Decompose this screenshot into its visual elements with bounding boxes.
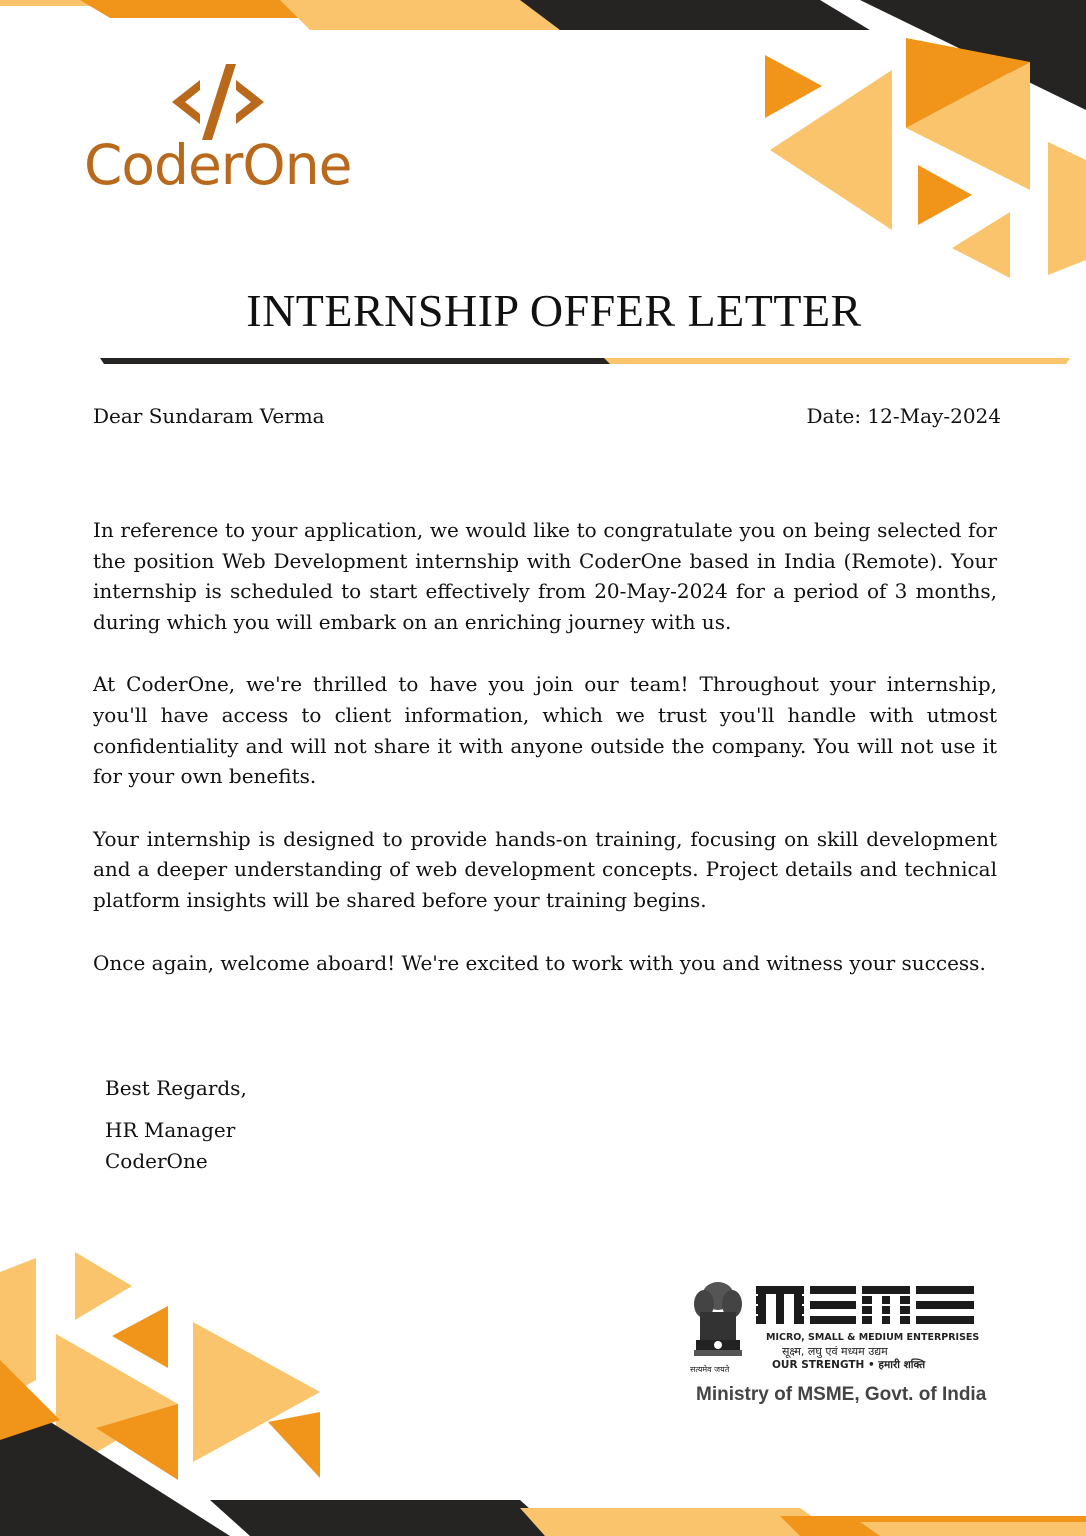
ministry-caption: Ministry of MSME, Govt. of India [696,1384,987,1405]
msme-full-name: MICRO, SMALL & MEDIUM ENTERPRISES [766,1332,980,1343]
title-divider [0,352,1086,368]
coderone-logo-text: CoderOne [84,133,352,197]
msme-tagline: OUR STRENGTH • हमारी शक्ति [772,1359,926,1371]
national-emblem-icon [686,1276,750,1374]
coderone-logo-icon [168,60,268,144]
signature-block [105,1073,247,1177]
msme-hindi-name: सूक्ष्म, लघु एवं मध्यम उद्यम [782,1345,888,1358]
letter-date: Date: 12-May-2024 [806,404,1001,428]
msme-wordmark [756,1284,976,1330]
paragraph: At CoderOne, we're thrilled to have you join our team! Throughout your internship, you'll have access to client information, which we trust you'll handle with utmost confidentiality and will not share it with anyone outside the company. You will not use it for your own benefits. [93,672,997,789]
letter-title: INTERNSHIP OFFER LETTER [246,285,862,336]
paragraph: Once again, welcome aboard! We're excited to work with you and witness your success. [93,950,986,975]
closing: Best Regards, [105,1076,247,1100]
letter-body [93,515,997,1010]
greeting: Dear Sundaram Verma [93,404,325,428]
paragraph: Your internship is designed to provide hands-on training, focusing on skill development and a deeper understanding of web development concepts. Project details and technical platform insights will be shared before your training begins. [93,826,997,912]
emblem-motto: सत्यमेव जयते [690,1365,730,1374]
signatory-company: CoderOne [105,1149,208,1173]
signatory-title: HR Manager [105,1118,236,1142]
msme-logo [686,1272,986,1412]
paragraph: In reference to your application, we would like to congratulate you on being selected for the position Web Development internship with CoderOne based in India (Remote). Your internship is scheduled to start effectively from 20-May-2024 for a period of 3 months, during which you will embark on an enriching journey with us. [93,518,997,634]
